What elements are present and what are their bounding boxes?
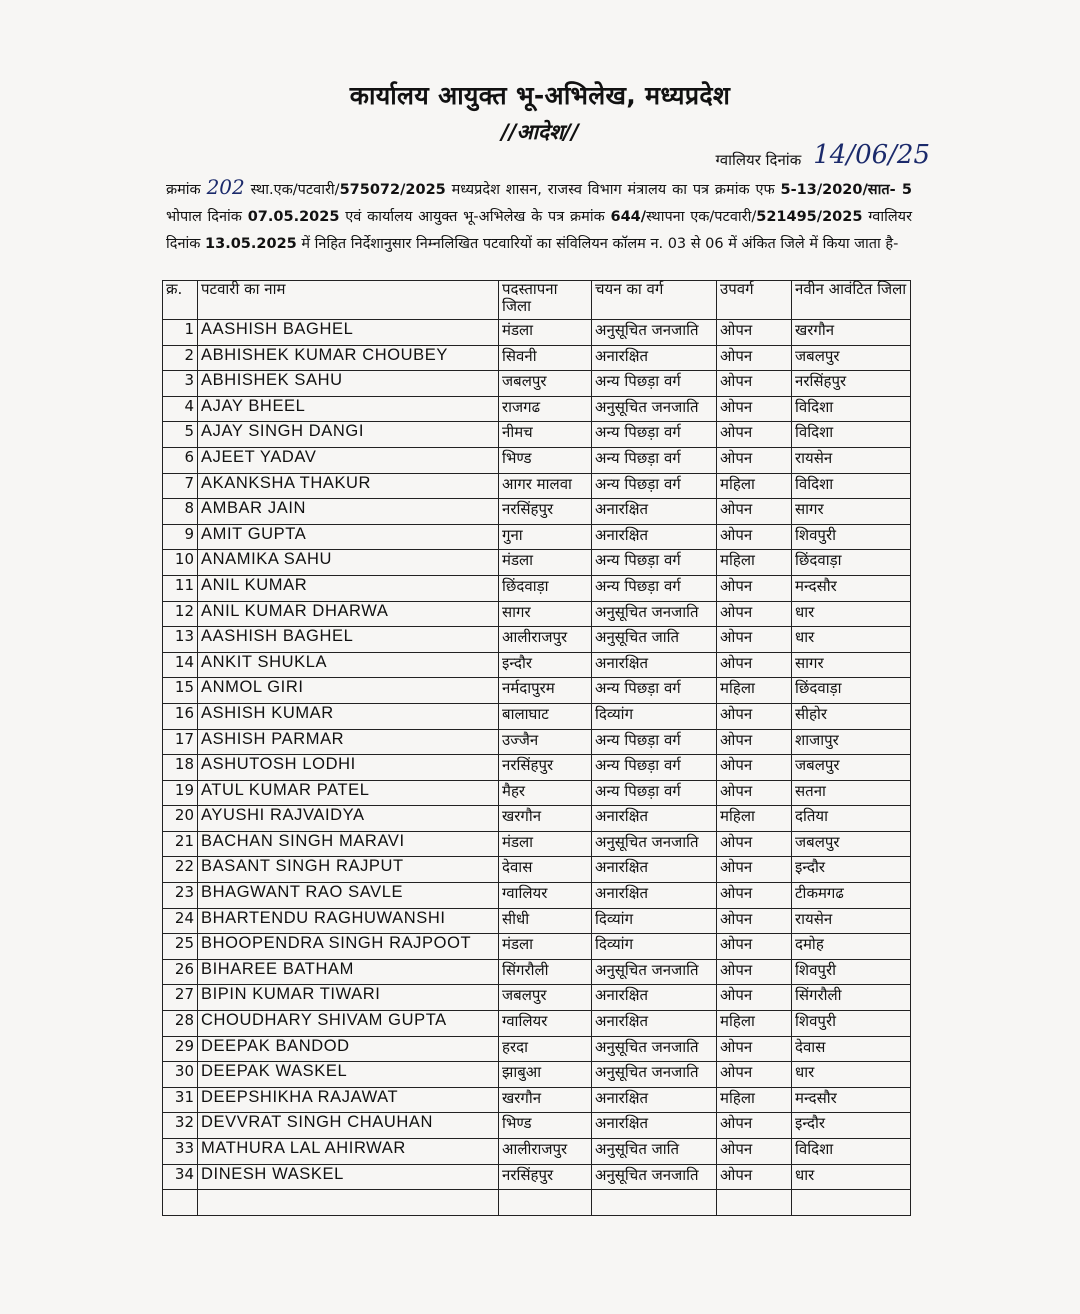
cell-subcategory: महिला [717, 473, 792, 499]
cell-posting-district: हरदा [499, 1036, 592, 1062]
cell-serial: 27 [163, 985, 198, 1011]
date-line [716, 140, 930, 170]
cell-category: अनुसूचित जनजाति [592, 1062, 717, 1088]
cell-posting-district: ग्वालियर [499, 1011, 592, 1037]
cell-name: BHARTENDU RAGHUWANSHI [198, 908, 499, 934]
cell-serial: 17 [163, 729, 198, 755]
cell-posting-district: सिवनी [499, 345, 592, 371]
cell-new-district: विदिशा [792, 396, 911, 422]
cell-new-district: सिंगरौली [792, 985, 911, 1011]
cell-serial: 3 [163, 371, 198, 397]
cell-posting-district: खरगौन [499, 1087, 592, 1113]
cell-name: ANIL KUMAR [198, 575, 499, 601]
cell-posting-district: मैहर [499, 780, 592, 806]
cell-serial: 26 [163, 959, 198, 985]
header-subcategory: उपवर्ग [717, 281, 792, 320]
order-text: मध्यप्रदेश शासन, राजस्व विभाग मंत्रालय का पत्र क्रमांक एफ [451, 182, 775, 198]
cell-serial: 5 [163, 422, 198, 448]
cell-new-district: छिंदवाड़ा [792, 678, 911, 704]
table-row [163, 601, 911, 627]
table-row [163, 831, 911, 857]
table-row [163, 652, 911, 678]
cell-serial: 15 [163, 678, 198, 704]
cell-subcategory: ओपन [717, 1062, 792, 1088]
cell-serial: 34 [163, 1164, 198, 1190]
table-row [163, 755, 911, 781]
cell-posting-district: नरसिंहपुर [499, 499, 592, 525]
table-row [163, 396, 911, 422]
cell-serial: 33 [163, 1139, 198, 1165]
cell-posting-district: आलीराजपुर [499, 1139, 592, 1165]
cell-subcategory: ओपन [717, 1164, 792, 1190]
header-new-district: नवीन आवंटित जिला [792, 281, 911, 320]
cell-subcategory: ओपन [717, 959, 792, 985]
cell-serial: 16 [163, 703, 198, 729]
cell-name: BACHAN SINGH MARAVI [198, 831, 499, 857]
cell-name: DINESH WASKEL [198, 1164, 499, 1190]
table-row [163, 550, 911, 576]
cell-new-district: शिवपुरी [792, 524, 911, 550]
cell-serial: 1 [163, 320, 198, 346]
cell-serial: 7 [163, 473, 198, 499]
cell-subcategory: महिला [717, 1087, 792, 1113]
cell-new-district: इन्दौर [792, 1113, 911, 1139]
cell-category: अन्य पिछड़ा वर्ग [592, 780, 717, 806]
header-name: पटवारी का नाम [198, 281, 499, 320]
cell-new-district: धार [792, 601, 911, 627]
cell-posting-district: खरगौन [499, 806, 592, 832]
table-row [163, 806, 911, 832]
cell-name: AJAY SINGH DANGI [198, 422, 499, 448]
table-row [163, 1062, 911, 1088]
cell-serial: 24 [163, 908, 198, 934]
cell-posting-district: मंडला [499, 320, 592, 346]
cell-subcategory: ओपन [717, 780, 792, 806]
table-continuation-row [163, 1190, 911, 1216]
cell-subcategory: महिला [717, 678, 792, 704]
cell-name: AMBAR JAIN [198, 499, 499, 525]
cell-posting-district: बालाघाट [499, 703, 592, 729]
order-paragraph [166, 174, 912, 258]
cell-category: अनारक्षित [592, 857, 717, 883]
handwritten-date: 14/06/25 [813, 140, 930, 170]
table-row [163, 320, 911, 346]
cell-subcategory: ओपन [717, 703, 792, 729]
cell-name: BHOOPENDRA SINGH RAJPOOT [198, 934, 499, 960]
cell-posting-district: छिंदवाड़ा [499, 575, 592, 601]
cell-new-district: रायसेन [792, 447, 911, 473]
cell-posting-district: ग्वालियर [499, 883, 592, 909]
cell-subcategory: ओपन [717, 524, 792, 550]
cell-posting-district: मंडला [499, 550, 592, 576]
table-row [163, 422, 911, 448]
cell-category: दिव्यांग [592, 908, 717, 934]
cell-serial: 9 [163, 524, 198, 550]
cell-serial: 19 [163, 780, 198, 806]
cell-serial: 14 [163, 652, 198, 678]
cell-category: अनारक्षित [592, 499, 717, 525]
cell-new-district: दमोह [792, 934, 911, 960]
table-row [163, 934, 911, 960]
cell-category: अनारक्षित [592, 806, 717, 832]
cell-name: ASHUTOSH LODHI [198, 755, 499, 781]
cell-new-district: मन्दसौर [792, 575, 911, 601]
cell-name: MATHURA LAL AHIRWAR [198, 1139, 499, 1165]
cell-category: अनुसूचित जनजाति [592, 396, 717, 422]
cell-new-district: टीकमगढ [792, 883, 911, 909]
cell-new-district: खरगौन [792, 320, 911, 346]
cell-new-district: विदिशा [792, 473, 911, 499]
cell-serial: 20 [163, 806, 198, 832]
cell-new-district: धार [792, 1062, 911, 1088]
cell-name: CHOUDHARY SHIVAM GUPTA [198, 1011, 499, 1037]
table-row [163, 627, 911, 653]
cell-subcategory: महिला [717, 806, 792, 832]
cell-subcategory: ओपन [717, 627, 792, 653]
cell-name: ANMOL GIRI [198, 678, 499, 704]
cell-name: AASHISH BAGHEL [198, 627, 499, 653]
cell-category: अन्य पिछड़ा वर्ग [592, 678, 717, 704]
cell-posting-district: भिण्ड [499, 1113, 592, 1139]
order-ref: 644/ [610, 209, 647, 225]
cell-posting-district: झाबुआ [499, 1062, 592, 1088]
cell-name: BHAGWANT RAO SAVLE [198, 883, 499, 909]
cell-category: दिव्यांग [592, 703, 717, 729]
order-text: एवं कार्यालय आयुक्त भू-अभिलेख के पत्र क्रमांक [345, 209, 605, 225]
cell-new-district: सीहोर [792, 703, 911, 729]
cell-subcategory: महिला [717, 550, 792, 576]
table-row [163, 729, 911, 755]
cell-serial: 32 [163, 1113, 198, 1139]
cell-new-district: छिंदवाड़ा [792, 550, 911, 576]
cell-new-district: विदिशा [792, 1139, 911, 1165]
cell-subcategory: ओपन [717, 985, 792, 1011]
cell-category: अनारक्षित [592, 1011, 717, 1037]
table-row [163, 703, 911, 729]
cell-serial: 23 [163, 883, 198, 909]
table-row [163, 575, 911, 601]
cell-posting-district: नीमच [499, 422, 592, 448]
table-row [163, 780, 911, 806]
cell-name: AJAY BHEEL [198, 396, 499, 422]
cell-new-district: विदिशा [792, 422, 911, 448]
cell-category: अन्य पिछड़ा वर्ग [592, 755, 717, 781]
cell-name: ANAMIKA SAHU [198, 550, 499, 576]
cell-serial: 2 [163, 345, 198, 371]
cell-subcategory: ओपन [717, 1036, 792, 1062]
table-row [163, 345, 911, 371]
cell-serial: 28 [163, 1011, 198, 1037]
cell-new-district: सतना [792, 780, 911, 806]
cell-new-district: जबलपुर [792, 831, 911, 857]
order-ref: 575072/2025 [339, 182, 446, 198]
cell-subcategory: ओपन [717, 575, 792, 601]
cell-posting-district: मंडला [499, 831, 592, 857]
cell-posting-district: राजगढ [499, 396, 592, 422]
cell-name: AJEET YADAV [198, 447, 499, 473]
cell-serial: 6 [163, 447, 198, 473]
order-date: 07.05.2025 [247, 209, 340, 225]
cell-posting-district: सिंगरौली [499, 959, 592, 985]
table-row [163, 499, 911, 525]
cell-name: AMIT GUPTA [198, 524, 499, 550]
cell-name: ANKIT SHUKLA [198, 652, 499, 678]
order-text: स्था.एक/पटवारी/ [250, 182, 340, 198]
cell-new-district: नरसिंहपुर [792, 371, 911, 397]
cell-category: अनारक्षित [592, 524, 717, 550]
cell-posting-district: भिण्ड [499, 447, 592, 473]
cell-category: अनुसूचित जनजाति [592, 831, 717, 857]
cell-name: DEVVRAT SINGH CHAUHAN [198, 1113, 499, 1139]
cell-serial: 22 [163, 857, 198, 883]
cell-posting-district: सीधी [499, 908, 592, 934]
cell-serial: 21 [163, 831, 198, 857]
cell-subcategory: ओपन [717, 396, 792, 422]
cell-name: AYUSHI RAJVAIDYA [198, 806, 499, 832]
cell-posting-district: देवास [499, 857, 592, 883]
cell-subcategory: ओपन [717, 729, 792, 755]
table-row [163, 1011, 911, 1037]
cell-serial: 8 [163, 499, 198, 525]
cell-serial: 18 [163, 755, 198, 781]
cell-category: दिव्यांग [592, 934, 717, 960]
cell-name: BASANT SINGH RAJPUT [198, 857, 499, 883]
empty-cell [792, 1190, 911, 1216]
cell-subcategory: ओपन [717, 857, 792, 883]
cell-name: DEEPAK BANDOD [198, 1036, 499, 1062]
cell-name: AKANKSHA THAKUR [198, 473, 499, 499]
cell-name: ATUL KUMAR PATEL [198, 780, 499, 806]
cell-new-district: इन्दौर [792, 857, 911, 883]
order-text: स्थापना एक/पटवारी/ [646, 209, 757, 225]
cell-serial: 31 [163, 1087, 198, 1113]
cell-category: अनारक्षित [592, 345, 717, 371]
cell-name: AASHISH BAGHEL [198, 320, 499, 346]
cell-new-district: शिवपुरी [792, 1011, 911, 1037]
table-header-row [163, 281, 911, 320]
table-row [163, 524, 911, 550]
cell-category: अन्य पिछड़ा वर्ग [592, 371, 717, 397]
cell-new-district: रायसेन [792, 908, 911, 934]
cell-subcategory: ओपन [717, 831, 792, 857]
cell-category: अन्य पिछड़ा वर्ग [592, 550, 717, 576]
table-body [163, 320, 911, 1190]
cell-new-district: सागर [792, 499, 911, 525]
cell-posting-district: आलीराजपुर [499, 627, 592, 653]
cell-posting-district: सागर [499, 601, 592, 627]
order-text: भोपाल दिनांक [166, 209, 242, 225]
cell-posting-district: नर्मदापुरम [499, 678, 592, 704]
cell-subcategory: ओपन [717, 1139, 792, 1165]
cell-serial: 29 [163, 1036, 198, 1062]
cell-category: अनुसूचित जनजाति [592, 320, 717, 346]
cell-category: अनारक्षित [592, 985, 717, 1011]
order-text: में निहित निर्देशानुसार निम्नलिखित पटवारियों का संविलियन कॉलम न. 03 से 06 में अंकित जिले में किया जाता है- [301, 236, 899, 252]
table-row [163, 1113, 911, 1139]
cell-category: अन्य पिछड़ा वर्ग [592, 575, 717, 601]
cell-posting-district: जबलपुर [499, 371, 592, 397]
cell-posting-district: नरसिंहपुर [499, 1164, 592, 1190]
cell-new-district: शाजापुर [792, 729, 911, 755]
order-heading: //आदेश// [501, 120, 579, 144]
table-row [163, 1036, 911, 1062]
cell-category: अनारक्षित [592, 1113, 717, 1139]
cell-category: अनारक्षित [592, 883, 717, 909]
cell-subcategory: ओपन [717, 652, 792, 678]
cell-new-district: धार [792, 1164, 911, 1190]
cell-category: अनारक्षित [592, 1087, 717, 1113]
cell-name: BIPIN KUMAR TIWARI [198, 985, 499, 1011]
cell-name: ABHISHEK SAHU [198, 371, 499, 397]
cell-category: अन्य पिछड़ा वर्ग [592, 729, 717, 755]
cell-new-district: मन्दसौर [792, 1087, 911, 1113]
cell-category: अन्य पिछड़ा वर्ग [592, 447, 717, 473]
cell-subcategory: ओपन [717, 755, 792, 781]
cell-serial: 12 [163, 601, 198, 627]
cell-new-district: सागर [792, 652, 911, 678]
cell-subcategory: ओपन [717, 320, 792, 346]
cell-posting-district: आगर मालवा [499, 473, 592, 499]
cell-subcategory: ओपन [717, 934, 792, 960]
cell-category: अनुसूचित जनजाति [592, 1036, 717, 1062]
cell-subcategory: ओपन [717, 908, 792, 934]
order-text: ग्वालियर दिनांक [166, 209, 913, 252]
order-ref: 5-13/2020/सात- 5 [780, 182, 912, 198]
cell-new-district: जबलपुर [792, 345, 911, 371]
cell-name: DEEPSHIKHA RAJAWAT [198, 1087, 499, 1113]
cell-subcategory: ओपन [717, 345, 792, 371]
empty-cell [717, 1190, 792, 1216]
cell-serial: 25 [163, 934, 198, 960]
cell-category: अनुसूचित जनजाति [592, 1164, 717, 1190]
cell-serial: 30 [163, 1062, 198, 1088]
table-row [163, 959, 911, 985]
cell-subcategory: ओपन [717, 447, 792, 473]
cell-subcategory: ओपन [717, 601, 792, 627]
empty-cell [592, 1190, 717, 1216]
cell-new-district: जबलपुर [792, 755, 911, 781]
cell-posting-district: जबलपुर [499, 985, 592, 1011]
cell-subcategory: महिला [717, 1011, 792, 1037]
date-label: ग्वालियर दिनांक [715, 151, 802, 169]
order-ref: 521495/2025 [756, 209, 863, 225]
cell-subcategory: ओपन [717, 1113, 792, 1139]
header-posting-district: पदस्तापना जिला [499, 281, 592, 320]
order-number: 202 [206, 175, 245, 199]
table-row [163, 857, 911, 883]
cell-posting-district: नरसिंहपुर [499, 755, 592, 781]
cell-category: अनारक्षित [592, 652, 717, 678]
table-row [163, 883, 911, 909]
patwari-table [162, 280, 911, 1216]
cell-serial: 13 [163, 627, 198, 653]
table-row [163, 908, 911, 934]
cell-name: ABHISHEK KUMAR CHOUBEY [198, 345, 499, 371]
cell-category: अन्य पिछड़ा वर्ग [592, 473, 717, 499]
cell-category: अनुसूचित जाति [592, 627, 717, 653]
cell-category: अनुसूचित जनजाति [592, 601, 717, 627]
cell-new-district: देवास [792, 1036, 911, 1062]
cell-new-district: धार [792, 627, 911, 653]
cell-name: DEEPAK WASKEL [198, 1062, 499, 1088]
cell-new-district: शिवपुरी [792, 959, 911, 985]
table-row [163, 678, 911, 704]
cell-serial: 4 [163, 396, 198, 422]
order-date: 13.05.2025 [205, 236, 297, 252]
table-row [163, 447, 911, 473]
cell-posting-district: इन्दौर [499, 652, 592, 678]
order-prefix: क्रमांक [166, 182, 201, 198]
cell-subcategory: ओपन [717, 371, 792, 397]
cell-name: BIHAREE BATHAM [198, 959, 499, 985]
cell-posting-district: गुना [499, 524, 592, 550]
cell-name: ASHISH PARMAR [198, 729, 499, 755]
table-row [163, 1139, 911, 1165]
cell-subcategory: ओपन [717, 499, 792, 525]
cell-category: अनुसूचित जाति [592, 1139, 717, 1165]
table-row [163, 1087, 911, 1113]
header-category: चयन का वर्ग [592, 281, 717, 320]
cell-serial: 10 [163, 550, 198, 576]
cell-category: अन्य पिछड़ा वर्ग [592, 422, 717, 448]
cell-category: अनुसूचित जनजाति [592, 959, 717, 985]
empty-cell [499, 1190, 592, 1216]
cell-new-district: दतिया [792, 806, 911, 832]
cell-subcategory: ओपन [717, 422, 792, 448]
cell-serial: 11 [163, 575, 198, 601]
cell-name: ASHISH KUMAR [198, 703, 499, 729]
header-serial: क्र. [163, 281, 198, 320]
empty-cell [198, 1190, 499, 1216]
cell-posting-district: मंडला [499, 934, 592, 960]
cell-subcategory: ओपन [717, 883, 792, 909]
table-row [163, 1164, 911, 1190]
empty-cell [163, 1190, 198, 1216]
table-row [163, 985, 911, 1011]
cell-posting-district: उज्जैन [499, 729, 592, 755]
table-row [163, 371, 911, 397]
office-title: कार्यालय आयुक्त भू-अभिलेख, मध्यप्रदेश [349, 81, 731, 110]
table-row [163, 473, 911, 499]
cell-name: ANIL KUMAR DHARWA [198, 601, 499, 627]
